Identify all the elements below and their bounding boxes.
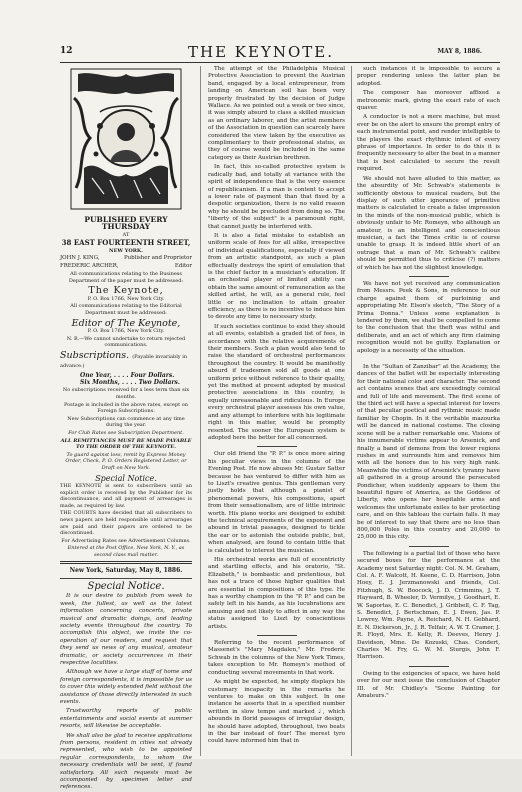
rate-one-year: One Year, . . . . Four Dollars. <box>80 371 175 379</box>
post-office-entry: Entered at the Post Office, New York, N. Y., as second class mail matter. <box>67 545 185 558</box>
article-paragraph: The following is a partial list of those who have secured boxes for the performance at the Academy next Saturday night: Col. N. M. Graham, Col. A. F. Walcott, H. Keene, C. D. Harrison, John Hoey, E. J. Jerzmanowski and friends, Col. Fitzhugh, S. W. Boocock, J. D. Crimmins, J. T. Hayward, B. Wheeler, D. Vermilye, J. Goodhart, E. W. Saportas, E. C. Benedict, J. Gribbell, C. F. Tag, S. Benedict, J. Bertschman, E. J. Ewen, Jas. P. Lowrey, Wm. Payne, A. Reichard, N. H. Gebhard, E. N. Dickerson, Jr., J. R. Telfair, A. W. T. Cramer, J. R. Floyd, Mrs. E. Kelly, R. Deeves, Henry J. Davidson, Mme. De Kozuski, Chas. Condert, Charles M. Fry, G. W. M. Sturgis, John F. Harrison. <box>357 550 500 661</box>
business-address-note: All communications relating to the Business Department of the paper must be addressed: <box>68 271 184 284</box>
issue-date: MAY 8, 1886. <box>437 48 482 55</box>
article-paragraph: If such societies continue to exist they should at all events, establish a graded list of fees, in accordance with the relative acquirements of their members. Such a plan would also tend to raise the standard of orchestral performances throughout the country. It would be manifestly absurd if tradesmen sold all goods at one uniform price without reference to their quality, yet the method at present adopted by musical protective associations in this country, is equally unreasonable and ridiculous. In Europe every orchestral player assesses his own value, and any attempt to interfere with his legitimate right in this matter, would be promptly resented. The sooner the European system is adopted here the better for all concerned. <box>208 323 345 441</box>
publisher-name: JOHN J. KING, <box>60 255 100 262</box>
notice-paragraph: Trustworthy reports of public entertainments and social events at summer resorts, will likewise be acceptable. <box>60 708 192 730</box>
staff-editor <box>60 263 192 270</box>
subscription-note-min-term: No subscriptions received for a less term than six months. <box>62 387 190 400</box>
article-paragraph: A conductor is not a mere machine, but must ever be on the alert to ensure the prompt entry of each instrumental point, and render intelligible to the players the exact rhythmic intent of every phrase of importance. In order to do this it is frequently necessary to alter the beat in a manner that is best calculated to secure the result required. <box>357 114 501 173</box>
page-title: THE KEYNOTE. <box>187 43 334 61</box>
club-rates-note: For Club Rates see Subscription Department. <box>68 429 184 436</box>
advertising-note: For Advertising Rates see Advertisement Columns. <box>61 537 191 544</box>
column-masthead <box>60 66 192 791</box>
column-editorial-1 <box>208 66 345 756</box>
po-box-editorial: P. O. Box 1766, New York City. <box>87 328 165 334</box>
editor-name: FREDERIC ARCHER, <box>60 262 119 269</box>
section-divider <box>409 546 449 547</box>
article-paragraph: Owing to the exigencies of space, we have held over for our next issue the conclusion of Chapter III. of Mr. Chidley's "Scene Painting for Amateurs." <box>357 670 500 700</box>
page-header <box>0 43 522 61</box>
section-divider <box>257 446 297 447</box>
notice-paragraph: We shall also be glad to receive applications from persons, resident in cities not already represented, who wish to be appointed regular correspondents, to whom the necessary credentials will be sent, if found satisfactory. All such requests must be accompanied by specimen letter and references. <box>60 732 192 791</box>
dateline-rule <box>60 561 192 564</box>
article-paragraph: Our old friend the "P. P." is once more airing his peculiar views in the columns of the Evening Post. He now abuses Mr. Gustav Satter because he has ventured to differ with him as to Liszt's creative genius. This gentleman very justly holds that although a pianist of phenomenal powers, his compositions, apart from their sensationalism, are of little intrinsic worth. His piano works are designed to exhibit the technical acquirements of the exponent and abound in trivial passages, designed to tickle the ear or to astonish the outside public, but, when analysed, are found to contain little that is calculated to interest the musician. <box>208 451 345 554</box>
remittance-note: ALL REMITTANCES MUST BE MADE PAYABLE TO THE ORDER OF THE KEYNOTE. <box>60 437 192 451</box>
subscription-note-postage: Postage is included in the above rates, except on Foreign Subscriptions. <box>63 401 189 415</box>
published-line: PUBLISHED EVERY THURSDAY <box>84 215 168 232</box>
article-paragraph: His orchestral works are full of eccentricity and startling effects, and his oratorio, "St. Elizabeth," is bombastic and pretentious, but has not a trace of those higher qualities that are essential in compositions of this type. He has a worthy champion in the "P. P." and can be safely left in his hands, as his lucubrations are amusing and not likely to affect in any way the status assigned to Liszt by conscientious artists. <box>208 557 345 630</box>
masthead-illustration <box>70 68 182 210</box>
article-paragraph: We should not have alluded to this matter, as the absurdity of Mr. Schwab's statements is sufficiently obvious to musical readers, but the display of such utter ignorance of primitive matters is calculated to create a false impression in the minds of the non-musical public, which is obviously unfair to Mr. Romeyn, who although an amateur, is an intelligent and conscientious musician, a fact the Times critic is of course unable to grasp. It is indeed little short of an outrage that a man of Mr. Schwab's calibre should be permitted thus to criticise (?) matters of which he has not the slightest knowledge. <box>357 175 500 271</box>
at-label: AT <box>122 231 130 238</box>
article-paragraph: such instances it is impossible to secure a proper rendering unless the latter plan be adopted. <box>357 66 500 87</box>
special-notice-courts: THE COURTS have decided that all subscribers to news papers are held responsible until arrearages are paid and their papers are ordered to be discontinued. <box>60 510 192 537</box>
notice-paragraph: Although we have a large staff of home and foreign correspondents, it is impossible for us to cover this widely extended field without the assistance of those directly interested in such events. <box>60 669 192 705</box>
dateline: New York, Saturday, May 8, 1886. <box>69 567 183 575</box>
editorial-address-note: All communications relating to the Editorial Department must be addressed: <box>70 303 182 316</box>
section-divider <box>257 635 297 636</box>
publisher-role: Publisher and Proprietor <box>124 255 192 262</box>
rate-six-months: Six Months, . . . . Two Dollars. <box>80 379 181 386</box>
column-divider <box>351 66 352 756</box>
section-divider <box>409 276 449 277</box>
page-number: 12 <box>60 46 73 56</box>
dateline-rule-bottom <box>60 578 192 579</box>
article-paragraph: The composer has moreover affixed a metronomic mark, giving the exact rate of each quaver. <box>357 90 500 112</box>
section-divider <box>409 359 449 360</box>
column-divider <box>200 66 201 756</box>
section-divider <box>409 666 449 667</box>
special-notice-discontinuance: THE KEYNOTE is sent to subscribers until an explicit order is received by the Publisher for its discontinuance, and all payment of arrearages is made, as required by law. <box>60 482 192 509</box>
article-paragraph: The attempt of the Philadelphia Musical Protective Association to prevent the Austrian band, engaged by a local entrepreneur, from landing on American soil has been very properly frustrated by the decision of Judge Wallace. As we pointed out a week or two since, it was simply absurd to class a skilled musician as an ordinary laborer, and the artist members of the Association in question can scarcely have considered the view taken by the executive as complimentary to their professional status, as they of course would be included in the same category as their Austrian brethren. <box>208 66 345 161</box>
article-paragraph: We have not yet received any communication from Messrs. Peek & Sons, in reference to our charge against them of purloining and appropriating Mr. Elson's sketch, "The Story of a Prima Donna." Unless some explanation is tendered by them, we shall be compelled to come to the conclusion that the theft was wilful and deliberate, and an act of which any firm claiming recognition would not be guilty. Explanation or apology is a necessity of the situation. <box>357 280 500 354</box>
subscriptions-title: Subscriptions. <box>60 349 130 361</box>
subscriptions-subtitle: (Payable invariably in advance.) <box>60 353 188 370</box>
staff-publisher <box>60 255 192 262</box>
subscriptions-heading <box>60 349 192 371</box>
editor-address-title: Editor of The Keynote, <box>71 317 181 329</box>
subscription-note-start: New Subscriptions can commence at any time during the year. <box>67 415 185 429</box>
special-notice-subheading: Special Notice. <box>95 473 157 483</box>
header-rule <box>60 62 500 63</box>
po-box-business: P. O. Box 1766, New York City. <box>87 295 165 302</box>
article-paragraph: In fact, this so-called protective system is radically bad, and totally at variance with the spirit of independence that is the very essence of republicanism. If a man is content to accept a lower rate of payment than that fixed by a despotic organization, there is no valid reason why he should be precluded from doing so. The "liberty of the subject" is a paramount right, that cannot justly be interfered with. <box>208 164 345 230</box>
article-paragraph: It is also a fatal mistake to establish an uniform scale of fees for all alike, irrespective of individual qualifications, especially if viewed from an artistic standpoint, as such a plan effectually destroys the spirit of emulation that is the chief factor in a musician's education. If an orchestral player of limited ability can obtain the same amount of remuneration as the skilled artist, he will, as a general rule, feel little or no inclination to attain greater efficiency, as there is no incentive to induce him to devote any time to necessary study. <box>208 232 345 321</box>
return-note: N. B.—We cannot undertake to return rejected communications. <box>66 335 186 349</box>
article-paragraph: Referring to the recent performance of Massenet's "Mary Magdalen," Mr. Frederic Schwab in the columns of the New York Times, takes exception to Mr. Romeyn's method of conducting several movements in that work. <box>208 640 345 676</box>
keynote-address-title: The Keynote, <box>88 285 164 297</box>
remittance-guard-note: To guard against loss, remit by Express Money Order, Check, P. O. Orders Registered Letter, or Draft on New York. <box>65 451 187 471</box>
article-paragraph: As might be expected, he simply displays his customary incapacity in the remarks he ventures to make on this subject. In one instance he asserts that in a specified number written in slow tempo and marked ♩, which abounds in florid passages of irregular design, he should have adopted, throughout, two beats in the bar instead of four! The merest tyro could have informed him that in <box>208 679 345 745</box>
editor-role: Editor <box>174 262 192 269</box>
office-city: NEW YORK. <box>109 247 143 254</box>
column-editorial-2 <box>357 66 500 756</box>
office-address: 38 EAST FOURTEENTH STREET, <box>61 238 191 248</box>
notice-paragraph: It is our desire to publish from week to week, the fullest, as well as the latest information concerning concerts, private musical and dramatic doings, and leading society events throughout the country. To accomplish this object, we invite the co-operation of our readers, and request that they send us news of any musical, amateur dramatic, or society occurrences in their respective localities. <box>60 593 192 666</box>
article-paragraph: In the "Sultan of Zanzibar" at the Academy, the dances of the ballet will be especially interesting for their national color and character. The second act contains scenes that are exceedingly comical and full of life and movement. The first scene of the third act will have a special interest for lovers of that peculiar poetical and rythmic music made familiar by Chopin. In it the veritable mazourka will be danced in national costume. The closing scene will be a rather remarkable one. Visions of his innumerable victims appear to Arsenick, and finally a band of demons from the lower regions rushes in and surrounds him and removes him with all the honors due to his very high rank. Meanwhile the victims of Arsenick's tyranny have all gathered in a group around the persecuted Pondicher, when suddenly appears to them the beautiful figure of America, as the Goddess of Liberty, who opens her hospitable arms and welcomes the unfortunate exiles to her protecting care, and on this tableau the curtain falls. It may be of interest to say that there are no less than 800,000 Poles in this country and 20,000 to 25,000 in this city. <box>357 364 500 541</box>
special-notice-heading: Special Notice. <box>87 580 165 592</box>
